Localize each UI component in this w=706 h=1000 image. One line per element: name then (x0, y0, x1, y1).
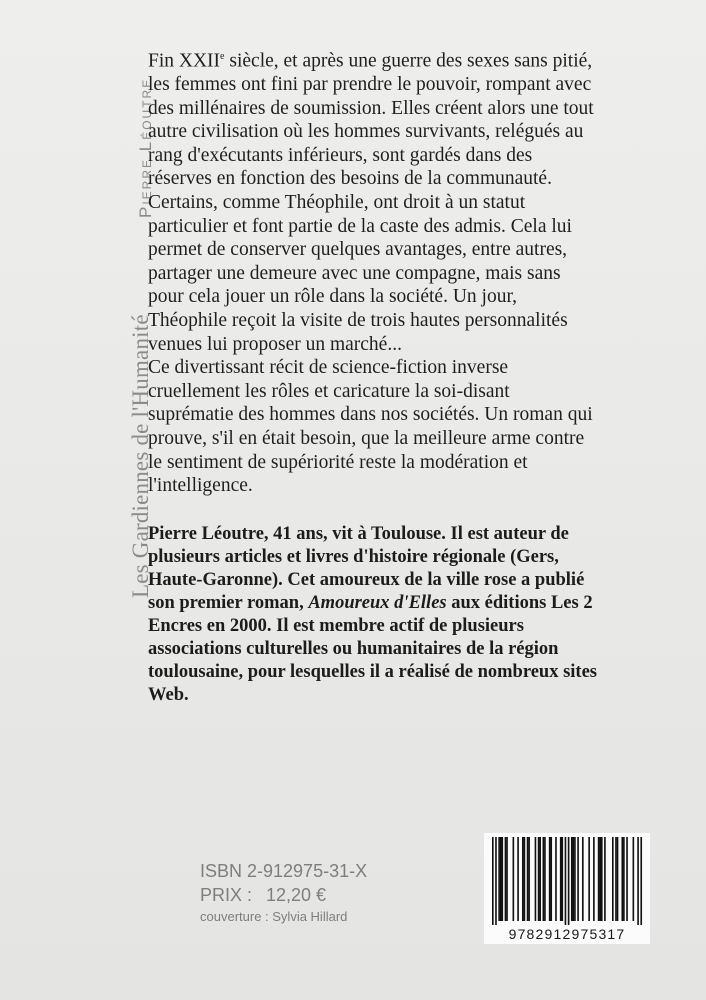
barcode-bar (517, 837, 519, 921)
barcode-bar (492, 837, 494, 925)
barcode-bar (588, 837, 590, 921)
barcode-bar (637, 837, 639, 925)
barcode-bar (544, 837, 546, 921)
barcode-image (484, 833, 650, 944)
barcode-bar (574, 837, 576, 921)
barcode-bar (604, 837, 606, 921)
barcode-bar (615, 837, 617, 921)
barcode-bar (505, 837, 507, 921)
barcode-bar (599, 837, 601, 921)
barcode-bar (612, 837, 614, 921)
price-line (200, 884, 367, 906)
barcode-bar (617, 837, 619, 921)
spine-author-name: Pierre Léoutre (136, 77, 155, 218)
barcode-bar (500, 837, 502, 921)
synopsis-text (148, 45, 598, 498)
price-label: PRIX : (200, 885, 253, 905)
spine-book-title: Les Gardiennes de l'Humanité (128, 314, 153, 598)
synopsis-paragraph-2: Ce divertissant récit de science-fiction inverse cruellement les rôles et caricature la soi-disant suprématie des hommes dans nos sociétés. Un roman qui prouve, s'il en était besoin, que la meilleure arme contre le sentiment de supériorité reste la modération et l'intelligence. (148, 357, 593, 497)
synopsis-paragraph-1 (148, 45, 598, 356)
barcode-bar (582, 837, 584, 921)
bio-part-2: aux éditions Les 2 Encres en 2000. Il est membre actif de plusieurs associations culturelles ou humanitaires de la région toulousaine, pour lesquelles il a réalisé de nombreux sites Web. (148, 593, 597, 705)
barcode-bar (549, 837, 551, 921)
barcode-bar (626, 837, 628, 921)
barcode-bar (535, 837, 537, 921)
barcode-bar (598, 837, 600, 921)
barcode-bar (561, 837, 563, 921)
barcode-bar (633, 837, 635, 921)
barcode-bar (621, 837, 623, 921)
cover-credit: couverture : Sylvia Hillard (200, 909, 348, 924)
barcode-bar (513, 837, 515, 921)
author-biography (148, 523, 598, 707)
barcode-number: 9782912975317 (508, 926, 626, 942)
barcode-bar (568, 837, 570, 925)
barcode-bar (538, 837, 540, 921)
barcode (484, 833, 650, 944)
barcode-bar (555, 837, 557, 921)
isbn-number: ISBN 2-912975-31-X (200, 861, 368, 881)
barcode-bar (501, 837, 503, 921)
previous-novel-title: Amoureux d'Elles (308, 593, 447, 613)
century-superscript: e (220, 51, 225, 62)
barcode-bar (539, 837, 541, 921)
barcode-bar (593, 837, 595, 921)
barcode-bar (527, 837, 529, 921)
barcode-bar (528, 837, 530, 921)
barcode-bar (640, 837, 642, 925)
century-numeral: XXII (178, 50, 221, 72)
barcode-bar (524, 837, 526, 921)
publication-info (200, 860, 367, 925)
barcode-bar (577, 837, 579, 921)
barcode-bar (498, 837, 500, 921)
barcode-bar (601, 837, 603, 921)
bio-part-1: Pierre Léoutre, 41 ans, vit à Toulouse. Il est auteur de plusieurs articles et livres d'histoire régionale (Gers, Haute-Garonne). Cet amoureux de la ville rose a publié son premier roman, (148, 524, 585, 613)
barcode-bar (550, 837, 552, 921)
synopsis-p1-body: siècle, et après une guerre des sexes sans pitié, les femmes ont fini par prendre le pouvoir, rompant avec des millénaires de soumission. Elles créent alors une tout autre civilisation où les hommes survivants, relégués au rang d'exécutants inférieurs, sont gardés dans des réserves en fonction des besoins de la communauté. Certains, comme Théophile, ont droit à un statut particulier et font partie de la caste des admis. Cela lui permet de conserver quelques avantages, entre autres, partager une demeure avec une compagne, mais sans pour cela jouer un rôle dans la société. Un jour, Théophile reçoit la visite de trois hautes personnalités venues lui proposer un marché... (148, 50, 594, 355)
synopsis-p1-prefix: Fin (148, 50, 179, 72)
barcode-bar (565, 837, 567, 925)
barcode-bar (495, 837, 497, 925)
barcode-bar (560, 837, 562, 921)
barcode-bar (573, 837, 575, 921)
barcode-bar (506, 837, 508, 921)
barcode-bar (571, 837, 573, 921)
barcode-bar (623, 837, 625, 921)
price-value: 12,20 € (266, 885, 327, 905)
barcode-bar (522, 837, 524, 921)
barcode-bar (543, 837, 545, 921)
